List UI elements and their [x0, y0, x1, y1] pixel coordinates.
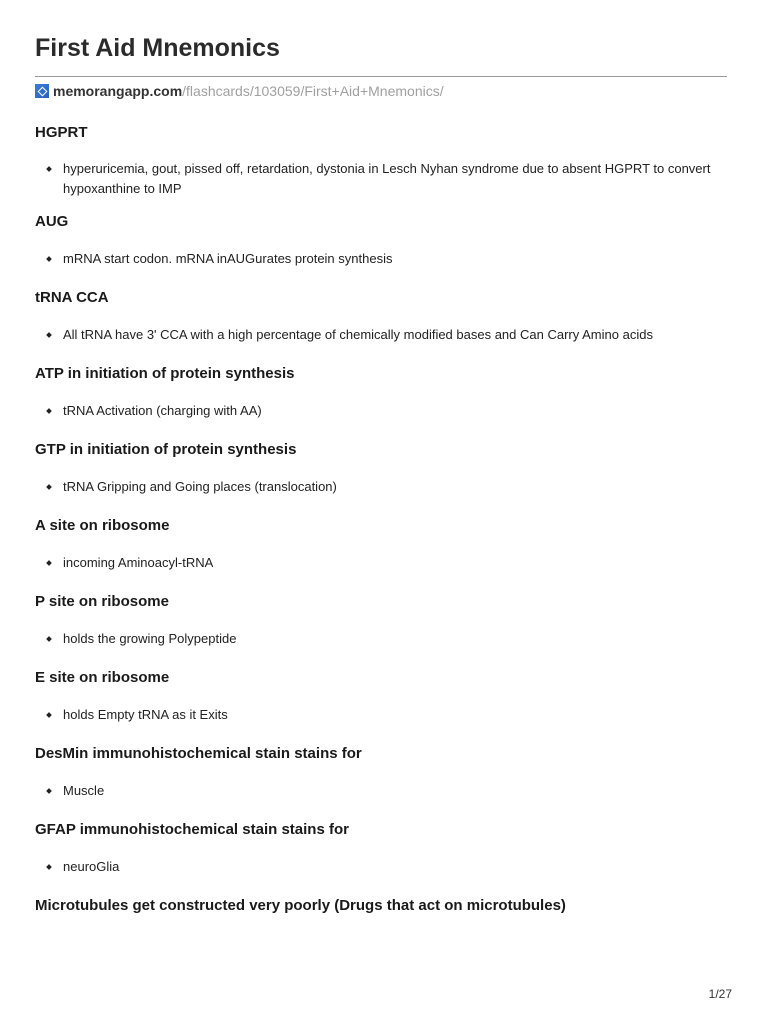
card-heading: tRNA CCA [35, 289, 109, 306]
card-heading: A site on ribosome [35, 517, 170, 534]
card-answer: holds Empty tRNA as it Exits [63, 707, 228, 722]
page-number: 1/27 [708, 987, 732, 1001]
flashcard-list [35, 120, 735, 919]
card-answers [35, 325, 735, 345]
card-answer: hyperuricemia, gout, pissed off, retardation, dystonia in Lesch Nyhan syndrome due to absent HGPRT to convert hypoxanthine to IMP [63, 161, 711, 196]
flashcard [35, 665, 735, 725]
card-answers [35, 629, 735, 649]
card-heading: E site on ribosome [35, 669, 170, 686]
list-item [35, 477, 735, 497]
card-answer: incoming Aminoacyl-tRNA [63, 555, 214, 570]
card-heading: HGPRT [35, 124, 88, 141]
card-heading: DesMin immunohistochemical stain stains for [35, 745, 362, 762]
card-answers [35, 477, 735, 497]
card-answers [35, 781, 735, 801]
flashcard [35, 893, 735, 919]
card-heading: GFAP immunohistochemical stain stains for [35, 821, 349, 838]
card-heading: Microtubules get constructed very poorly (Drugs that act on microtubules) [35, 897, 566, 914]
flashcard [35, 513, 735, 573]
list-item [35, 553, 735, 573]
list-item [35, 159, 735, 199]
card-answers [35, 249, 735, 269]
flashcard [35, 589, 735, 649]
card-answer: tRNA Gripping and Going places (translocation) [63, 479, 337, 494]
bullet-icon [46, 256, 52, 262]
bullet-icon [46, 712, 52, 718]
page-title: First Aid Mnemonics [35, 34, 280, 62]
bullet-icon [46, 560, 52, 566]
bullet-icon [46, 408, 52, 414]
site-logo-icon [35, 84, 49, 98]
bullet-icon [46, 636, 52, 642]
card-answer: tRNA Activation (charging with AA) [63, 403, 262, 418]
source-domain[interactable]: memorangapp.com [53, 83, 183, 99]
card-answers [35, 159, 735, 199]
card-answers [35, 705, 735, 725]
bullet-icon [46, 166, 52, 172]
list-item [35, 401, 735, 421]
list-item [35, 781, 735, 801]
card-answer: neuroGlia [63, 859, 120, 874]
card-heading: AUG [35, 213, 69, 230]
card-answer: All tRNA have 3' CCA with a high percentage of chemically modified bases and Can Carry Amino acids [63, 327, 653, 342]
card-heading: ATP in initiation of protein synthesis [35, 365, 295, 382]
bullet-icon [46, 864, 52, 870]
flashcard [35, 209, 735, 269]
bullet-icon [46, 484, 52, 490]
bullet-icon [46, 332, 52, 338]
card-answer: holds the growing Polypeptide [63, 631, 237, 646]
list-item [35, 249, 735, 269]
list-item [35, 705, 735, 725]
flashcard [35, 741, 735, 801]
bullet-icon [46, 788, 52, 794]
flashcard [35, 361, 735, 421]
flashcard [35, 437, 735, 497]
card-heading: GTP in initiation of protein synthesis [35, 441, 297, 458]
card-answer: Muscle [63, 783, 105, 798]
list-item [35, 857, 735, 877]
title-divider [35, 76, 727, 77]
source-path[interactable]: /flashcards/103059/First+Aid+Mnemonics/ [182, 83, 444, 99]
card-answers [35, 857, 735, 877]
card-answers [35, 401, 735, 421]
card-answers [35, 553, 735, 573]
card-heading: P site on ribosome [35, 593, 169, 610]
flashcard [35, 817, 735, 877]
source-line [35, 83, 444, 99]
list-item [35, 325, 735, 345]
flashcard [35, 120, 735, 199]
card-answer: mRNA start codon. mRNA inAUGurates protein synthesis [63, 251, 393, 266]
flashcard [35, 285, 735, 345]
list-item [35, 629, 735, 649]
